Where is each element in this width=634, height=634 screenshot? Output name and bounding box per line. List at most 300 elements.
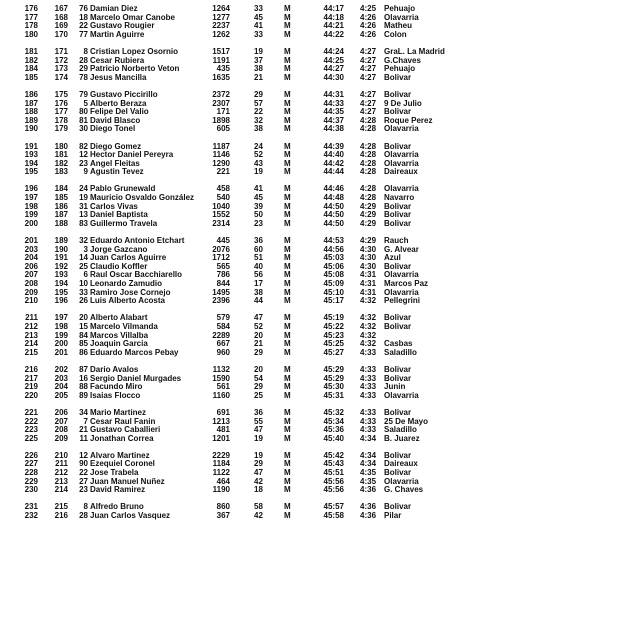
cell-name: Angel Fleitas: [90, 159, 140, 168]
cell-pos: 203: [24, 244, 38, 254]
cell-pos: 178: [24, 21, 38, 31]
cell-num: 1122: [212, 468, 230, 478]
cell-pos: 204: [24, 253, 38, 263]
cell-num: 844: [216, 279, 230, 288]
cell-pos: 177: [24, 12, 38, 22]
cell-num: 584: [216, 321, 230, 331]
cell-pace: 4:35: [360, 476, 377, 486]
cell-num: 367: [216, 511, 230, 521]
cell-name: Jorge Gazcano: [90, 245, 148, 254]
cell-city: Matheu: [384, 21, 412, 31]
cell-pos: 227: [24, 459, 38, 469]
cell-city: Bolivar: [384, 373, 412, 383]
cell-name: Diego Tonel: [90, 125, 136, 134]
cell-num: 691: [216, 407, 230, 417]
cell-gen: 191: [54, 253, 68, 263]
cell-pace: 4:28: [360, 167, 377, 177]
cell-gen: 167: [54, 4, 68, 13]
cell-city: Olavarria: [384, 12, 419, 22]
cell-gen: 168: [54, 12, 68, 22]
cell-sex: M: [284, 502, 291, 512]
cell-gen: 176: [54, 98, 68, 108]
cell-pace: 4:30: [360, 253, 377, 263]
cell-time: 44:53: [323, 236, 344, 246]
cell-pos: 176: [24, 4, 38, 13]
cell-bib: 16: [79, 373, 88, 383]
cell-gen: 205: [54, 390, 68, 400]
cell-pos: 195: [24, 167, 38, 177]
cell-pos: 188: [24, 107, 38, 117]
cell-time: 45:06: [323, 261, 344, 271]
cell-num: 1290: [212, 158, 230, 168]
cell-city: Olavarria: [384, 150, 419, 160]
cell-sex: M: [284, 158, 291, 168]
cell-city: Daireaux: [384, 167, 418, 177]
cell-gen: 180: [54, 141, 68, 151]
cell-gen: 195: [54, 287, 68, 297]
table-row: [0, 478, 634, 487]
cell-bib: 7: [83, 416, 88, 426]
table-row: [0, 426, 634, 435]
cell-gen: 200: [54, 339, 68, 349]
cell-num: 1146: [212, 150, 230, 160]
cell-gen: 182: [54, 158, 68, 168]
cell-name: Alberto Alabart: [90, 314, 148, 323]
cell-sex: M: [284, 218, 291, 228]
cell-gen: 194: [54, 279, 68, 288]
cell-city: Bolivar: [384, 321, 412, 331]
cell-sex: M: [284, 253, 291, 263]
cell-num: 2307: [212, 98, 230, 108]
cell-pos: 199: [24, 210, 38, 220]
cell-name: Raul Oscar Bacchiarello: [90, 271, 183, 280]
cell-bib: 86: [79, 347, 88, 357]
cell-sex: M: [284, 382, 291, 392]
row-group: [0, 314, 634, 357]
cell-time: 45:42: [323, 450, 344, 460]
cell-num: 1191: [212, 55, 230, 65]
cell-sex: M: [284, 107, 291, 117]
cell-time: 45:29: [323, 364, 344, 374]
cell-sex: M: [284, 373, 291, 383]
cell-pace: 4:32: [360, 313, 377, 323]
cell-sex: M: [284, 98, 291, 108]
cell-sex: M: [284, 321, 291, 331]
cell-num: 579: [216, 313, 230, 323]
cell-num: 786: [216, 270, 230, 280]
table-row: [0, 409, 634, 418]
table-row: [0, 349, 634, 358]
cell-city: 9 De Julio: [384, 98, 422, 108]
row-group: [0, 48, 634, 82]
cell-age: 38: [254, 287, 263, 297]
cell-pace: 4:36: [360, 485, 377, 495]
cell-age: 21: [254, 339, 263, 349]
cell-city: Navarro: [384, 193, 415, 203]
cell-pos: 219: [24, 382, 38, 392]
cell-name: Marcos Villalba: [90, 331, 149, 340]
cell-pace: 4:32: [360, 339, 377, 349]
cell-num: 1262: [212, 29, 230, 39]
cell-bib: 34: [79, 407, 88, 417]
cell-pos: 193: [24, 150, 38, 160]
cell-num: 1277: [212, 12, 230, 22]
cell-city: G.Chaves: [384, 55, 421, 65]
cell-pace: 4:28: [360, 141, 377, 151]
cell-bib: 12: [79, 450, 88, 460]
cell-sex: M: [284, 313, 291, 323]
cell-sex: M: [284, 390, 291, 400]
cell-age: 33: [254, 29, 263, 39]
cell-city: Bolivar: [384, 107, 412, 117]
cell-gen: 210: [54, 450, 68, 460]
cell-bib: 80: [79, 107, 88, 117]
cell-city: Olavarria: [384, 158, 419, 168]
cell-num: 2076: [212, 244, 230, 254]
cell-time: 45:34: [323, 416, 344, 426]
cell-name: Marcelo Vilmanda: [90, 322, 158, 331]
cell-sex: M: [284, 425, 291, 435]
cell-bib: 8: [83, 46, 88, 56]
cell-name: Claudio Koffler: [90, 262, 148, 271]
cell-pace: 4:33: [360, 407, 377, 417]
table-row: [0, 263, 634, 272]
cell-pace: 4:33: [360, 373, 377, 383]
cell-name: David Blasco: [90, 116, 141, 125]
cell-city: Marcos Paz: [384, 279, 429, 288]
cell-age: 29: [254, 382, 263, 392]
cell-pos: 232: [24, 511, 38, 521]
cell-bib: 19: [79, 193, 88, 203]
cell-gen: 202: [54, 364, 68, 374]
cell-time: 44:24: [323, 46, 344, 56]
table-row: [0, 314, 634, 323]
cell-gen: 197: [54, 313, 68, 323]
cell-gen: 172: [54, 55, 68, 65]
cell-time: 45:57: [323, 502, 344, 512]
cell-pace: 4:34: [360, 433, 377, 443]
cell-pace: 4:27: [360, 64, 377, 74]
cell-time: 45:51: [323, 468, 344, 478]
cell-pace: 4:31: [360, 270, 377, 280]
cell-bib: 13: [79, 210, 88, 220]
table-row: [0, 323, 634, 332]
cell-age: 47: [254, 425, 263, 435]
cell-sex: M: [284, 407, 291, 417]
cell-gen: 208: [54, 425, 68, 435]
cell-age: 20: [254, 330, 263, 340]
row-group: [0, 409, 634, 443]
cell-sex: M: [284, 115, 291, 125]
cell-gen: 216: [54, 511, 68, 521]
cell-bib: 31: [79, 201, 88, 211]
table-row: [0, 271, 634, 280]
cell-gen: 192: [54, 261, 68, 271]
cell-pace: 4:36: [360, 511, 377, 521]
cell-pace: 4:32: [360, 296, 377, 306]
cell-pos: 186: [24, 89, 38, 99]
cell-num: 464: [216, 476, 230, 486]
cell-name: Mario Martinez: [90, 408, 147, 417]
cell-num: 1264: [212, 4, 230, 13]
cell-time: 45:23: [323, 330, 344, 340]
cell-time: 45:17: [323, 296, 344, 306]
cell-gen: 209: [54, 433, 68, 443]
cell-city: Bolivar: [384, 218, 412, 228]
cell-num: 1495: [212, 287, 230, 297]
cell-city: Bolivar: [384, 407, 412, 417]
cell-bib: 11: [79, 433, 88, 443]
cell-bib: 77: [79, 29, 88, 39]
cell-time: 45:30: [323, 382, 344, 392]
cell-pace: 4:27: [360, 89, 377, 99]
cell-num: 1040: [212, 201, 230, 211]
cell-sex: M: [284, 29, 291, 39]
cell-num: 860: [216, 502, 230, 512]
row-group: [0, 237, 634, 306]
cell-time: 45:58: [323, 511, 344, 521]
cell-sex: M: [284, 4, 291, 13]
table-row: [0, 211, 634, 220]
cell-gen: 185: [54, 193, 68, 203]
cell-time: 45:22: [323, 321, 344, 331]
cell-sex: M: [284, 89, 291, 99]
cell-age: 47: [254, 468, 263, 478]
cell-num: 2237: [212, 21, 230, 31]
cell-gen: 186: [54, 201, 68, 211]
cell-num: 1190: [212, 485, 230, 495]
cell-time: 45:29: [323, 373, 344, 383]
cell-time: 44:18: [323, 12, 344, 22]
cell-age: 45: [254, 193, 263, 203]
cell-city: B. Juarez: [384, 433, 420, 443]
cell-time: 44:22: [323, 29, 344, 39]
cell-age: 29: [254, 89, 263, 99]
cell-pos: 182: [24, 55, 38, 65]
cell-gen: 215: [54, 502, 68, 512]
cell-sex: M: [284, 450, 291, 460]
cell-time: 44:50: [323, 201, 344, 211]
cell-gen: 204: [54, 382, 68, 392]
cell-pace: 4:27: [360, 107, 377, 117]
cell-sex: M: [284, 433, 291, 443]
cell-pos: 222: [24, 416, 38, 426]
cell-pos: 209: [24, 287, 38, 297]
table-row: [0, 100, 634, 109]
cell-pace: 4:28: [360, 124, 377, 134]
cell-bib: 27: [79, 476, 88, 486]
cell-pace: 4:30: [360, 261, 377, 271]
cell-age: 42: [254, 476, 263, 486]
cell-gen: 170: [54, 29, 68, 39]
cell-city: Bolivar: [384, 261, 412, 271]
row-group: [0, 91, 634, 134]
cell-gen: 184: [54, 184, 68, 194]
cell-name: Joaquin Garcia: [90, 340, 148, 349]
table-row: [0, 435, 634, 444]
table-row: [0, 340, 634, 349]
cell-time: 45:56: [323, 476, 344, 486]
cell-pos: 215: [24, 347, 38, 357]
cell-gen: 188: [54, 218, 68, 228]
cell-gen: 199: [54, 330, 68, 340]
cell-name: Agustin Tevez: [90, 168, 144, 177]
cell-num: 1184: [212, 459, 230, 469]
cell-age: 40: [254, 261, 263, 271]
cell-time: 45:08: [323, 270, 344, 280]
cell-num: 221: [216, 167, 230, 177]
cell-pos: 185: [24, 72, 38, 82]
cell-age: 44: [254, 296, 263, 306]
cell-num: 1590: [212, 373, 230, 383]
cell-bib: 90: [79, 459, 88, 469]
row-group: [0, 452, 634, 495]
row-group: [0, 366, 634, 400]
cell-sex: M: [284, 201, 291, 211]
cell-city: Bolivar: [384, 89, 412, 99]
cell-pace: 4:31: [360, 279, 377, 288]
table-row: [0, 289, 634, 298]
cell-age: 51: [254, 253, 263, 263]
cell-gen: 187: [54, 210, 68, 220]
results-table: [0, 5, 634, 529]
cell-age: 24: [254, 141, 263, 151]
cell-age: 22: [254, 107, 263, 117]
table-row: [0, 31, 634, 40]
cell-name: Luis Alberto Acosta: [90, 297, 165, 306]
cell-sex: M: [284, 21, 291, 31]
cell-city: Saladillo: [384, 347, 417, 357]
cell-sex: M: [284, 330, 291, 340]
cell-city: Azul: [384, 253, 401, 263]
table-row: [0, 22, 634, 31]
cell-num: 960: [216, 347, 230, 357]
cell-city: G. Alvear: [384, 244, 419, 254]
table-row: [0, 297, 634, 306]
cell-age: 38: [254, 124, 263, 134]
cell-num: 2372: [212, 89, 230, 99]
cell-name: Patricio Norberto Veton: [90, 65, 180, 74]
cell-name: Daniel Baptista: [90, 211, 148, 220]
cell-sex: M: [284, 459, 291, 469]
cell-pos: 208: [24, 279, 38, 288]
cell-age: 47: [254, 313, 263, 323]
table-row: [0, 383, 634, 392]
cell-pos: 211: [25, 313, 38, 323]
cell-bib: 32: [79, 236, 88, 246]
cell-city: Pehuajo: [384, 4, 416, 13]
table-row: [0, 280, 634, 289]
cell-time: 44:27: [323, 64, 344, 74]
cell-name: Alvaro Martinez: [90, 451, 150, 460]
cell-bib: 78: [79, 72, 88, 82]
cell-name: Isaias Flocco: [90, 391, 141, 400]
cell-gen: 214: [54, 485, 68, 495]
cell-name: Jose Trabela: [90, 469, 139, 478]
cell-age: 17: [254, 279, 263, 288]
cell-sex: M: [284, 167, 291, 177]
cell-time: 44:56: [323, 244, 344, 254]
cell-pace: 4:27: [360, 55, 377, 65]
cell-pace: 4:28: [360, 150, 377, 160]
table-row: [0, 143, 634, 152]
cell-name: Juan Manuel Nuñez: [90, 477, 165, 486]
cell-age: 42: [254, 511, 263, 521]
cell-gen: 183: [54, 167, 68, 177]
cell-bib: 84: [79, 330, 88, 340]
cell-pace: 4:28: [360, 184, 377, 194]
cell-city: Pehuajo: [384, 64, 416, 74]
cell-name: Juan Carlos Aguirre: [90, 254, 167, 263]
cell-city: Bolivar: [384, 502, 412, 512]
cell-time: 45:43: [323, 459, 344, 469]
table-row: [0, 117, 634, 126]
cell-time: 44:35: [323, 107, 344, 117]
table-row: [0, 486, 634, 495]
cell-pos: 212: [24, 321, 38, 331]
cell-city: Olavarria: [384, 287, 419, 297]
cell-time: 45:09: [323, 279, 344, 288]
cell-name: David Ramirez: [90, 486, 146, 495]
cell-num: 561: [216, 382, 230, 392]
cell-num: 1187: [212, 141, 230, 151]
cell-time: 44:42: [323, 158, 344, 168]
cell-sex: M: [284, 244, 291, 254]
cell-name: Dario Avalos: [90, 365, 139, 374]
cell-age: 54: [254, 373, 263, 383]
cell-pace: 4:27: [360, 46, 377, 56]
cell-name: Leonardo Zamudio: [90, 280, 162, 288]
cell-pos: 196: [24, 184, 38, 194]
cell-bib: 82: [79, 141, 88, 151]
cell-bib: 23: [79, 158, 88, 168]
cell-time: 45:27: [323, 347, 344, 357]
cell-time: 44:50: [323, 218, 344, 228]
cell-gen: 213: [54, 476, 68, 486]
cell-city: G. Chaves: [384, 485, 424, 495]
cell-pos: 220: [24, 390, 38, 400]
cell-age: 55: [254, 416, 263, 426]
cell-bib: 12: [79, 150, 88, 160]
cell-age: 23: [254, 218, 263, 228]
cell-pos: 207: [24, 270, 38, 280]
cell-pos: 184: [24, 64, 38, 74]
cell-bib: 6: [83, 270, 88, 280]
cell-pos: 228: [24, 468, 38, 478]
cell-city: Saladillo: [384, 425, 417, 435]
cell-city: Bolivar: [384, 313, 412, 323]
cell-time: 44:30: [323, 72, 344, 82]
cell-time: 45:19: [323, 313, 344, 323]
cell-pace: 4:34: [360, 450, 377, 460]
cell-name: Felipe Del Valio: [90, 108, 149, 117]
cell-pos: 189: [24, 115, 38, 125]
cell-pace: 4:35: [360, 468, 377, 478]
cell-gen: 178: [54, 115, 68, 125]
cell-bib: 9: [83, 167, 88, 177]
cell-pos: 213: [24, 330, 38, 340]
cell-city: Colon: [384, 29, 407, 39]
cell-time: 45:25: [323, 339, 344, 349]
cell-num: 1898: [212, 115, 230, 125]
table-row: [0, 246, 634, 255]
cell-pos: 191: [24, 141, 38, 151]
cell-name: Pablo Grunewald: [90, 185, 156, 194]
cell-gen: 193: [54, 270, 68, 280]
cell-pace: 4:33: [360, 416, 377, 426]
cell-num: 1635: [212, 72, 230, 82]
cell-gen: 198: [54, 321, 68, 331]
